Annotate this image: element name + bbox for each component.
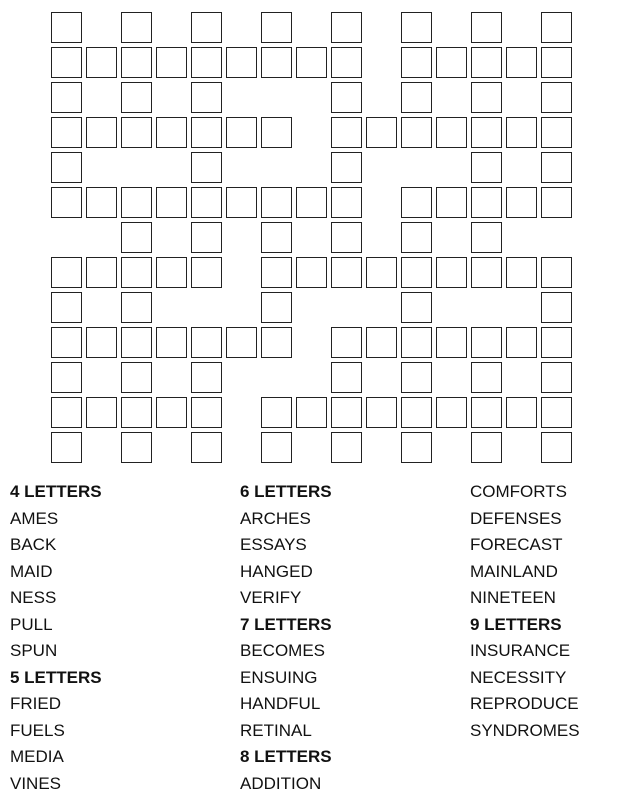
grid-cell[interactable] xyxy=(401,362,432,393)
grid-cell[interactable] xyxy=(331,327,362,358)
grid-cell[interactable] xyxy=(541,152,572,183)
grid-cell[interactable] xyxy=(541,292,572,323)
grid-cell[interactable] xyxy=(261,292,292,323)
word-entry: BACK xyxy=(10,535,57,554)
grid-cell[interactable] xyxy=(436,47,467,78)
grid-cell[interactable] xyxy=(541,327,572,358)
grid-cell[interactable] xyxy=(436,187,467,218)
word-entry: HANGED xyxy=(240,561,313,581)
grid-cell[interactable] xyxy=(86,397,117,428)
word-entry: SYNDROMES xyxy=(470,720,580,740)
grid-cell[interactable] xyxy=(51,257,82,288)
word-entry: NESS xyxy=(10,588,57,607)
word-entry: HANDFUL xyxy=(240,694,321,713)
grid-cell[interactable] xyxy=(261,397,292,428)
grid-cell[interactable] xyxy=(471,397,502,428)
grid-cell[interactable] xyxy=(296,257,327,288)
grid-cell[interactable] xyxy=(121,257,152,288)
grid-cell[interactable] xyxy=(156,117,187,148)
word-entry: NINETEEN xyxy=(470,588,556,607)
grid-cell[interactable] xyxy=(51,117,82,148)
grid-cell[interactable] xyxy=(261,12,292,43)
word-list-column xyxy=(10,479,200,797)
grid-cell[interactable] xyxy=(121,47,152,78)
word-list-column xyxy=(240,479,430,797)
grid-cell[interactable] xyxy=(51,397,82,428)
word-entry: RETINAL xyxy=(240,720,312,740)
grid-cell[interactable] xyxy=(471,362,502,393)
grid-cell[interactable] xyxy=(541,432,572,463)
grid-cell[interactable] xyxy=(261,432,292,463)
word-entry: ESSAYS xyxy=(240,535,307,554)
grid-cell[interactable] xyxy=(226,187,257,218)
word-entry: SPUN xyxy=(10,641,58,660)
grid-cell[interactable] xyxy=(261,222,292,253)
grid-cell[interactable] xyxy=(261,117,292,148)
grid-cell[interactable] xyxy=(331,117,362,148)
grid-cell[interactable] xyxy=(156,327,187,358)
word-entry: ADDITION xyxy=(240,773,322,793)
grid-cell[interactable] xyxy=(86,257,117,288)
grid-cell[interactable] xyxy=(331,12,362,43)
grid-cell[interactable] xyxy=(401,327,432,358)
word-entry: MAID xyxy=(10,561,53,581)
grid-cell[interactable] xyxy=(86,187,117,218)
grid-cell[interactable] xyxy=(191,327,222,358)
grid-cell[interactable] xyxy=(401,397,432,428)
word-entry: AMES xyxy=(10,508,59,528)
grid-cell[interactable] xyxy=(506,397,537,428)
grid-cell[interactable] xyxy=(401,47,432,78)
word-entry: MEDIA xyxy=(10,747,64,766)
grid-cell[interactable] xyxy=(331,82,362,113)
grid-cell[interactable] xyxy=(471,187,502,218)
grid-cell[interactable] xyxy=(541,257,572,288)
grid-cell[interactable] xyxy=(156,397,187,428)
grid-cell[interactable] xyxy=(331,47,362,78)
grid-cell[interactable] xyxy=(226,117,257,148)
grid-cell[interactable] xyxy=(226,327,257,358)
grid-cell[interactable] xyxy=(191,257,222,288)
grid-cell[interactable] xyxy=(401,257,432,288)
grid-cell[interactable] xyxy=(541,82,572,113)
grid-cell[interactable] xyxy=(191,397,222,428)
grid-cell[interactable] xyxy=(51,432,82,463)
grid-cell[interactable] xyxy=(366,327,397,358)
grid-cell[interactable] xyxy=(86,327,117,358)
grid-cell[interactable] xyxy=(121,362,152,393)
grid-cell[interactable] xyxy=(471,432,502,463)
grid-cell[interactable] xyxy=(541,187,572,218)
grid-cell[interactable] xyxy=(436,397,467,428)
grid-cell[interactable] xyxy=(401,82,432,113)
grid-cell[interactable] xyxy=(401,117,432,148)
grid-cell[interactable] xyxy=(331,257,362,288)
grid-cell[interactable] xyxy=(51,292,82,323)
word-length-heading: 5 LETTERS xyxy=(10,667,102,687)
grid-cell[interactable] xyxy=(506,327,537,358)
grid-cell[interactable] xyxy=(541,47,572,78)
grid-cell[interactable] xyxy=(401,12,432,43)
word-entry: NECESSITY xyxy=(470,667,567,687)
grid-cell[interactable] xyxy=(261,47,292,78)
grid-cell[interactable] xyxy=(191,222,222,253)
word-entry: INSURANCE xyxy=(470,641,571,660)
grid-cell[interactable] xyxy=(121,117,152,148)
grid-cell[interactable] xyxy=(506,187,537,218)
grid-cell[interactable] xyxy=(51,152,82,183)
grid-cell[interactable] xyxy=(471,222,502,253)
grid-cell[interactable] xyxy=(331,187,362,218)
grid-cell[interactable] xyxy=(121,327,152,358)
grid-cell[interactable] xyxy=(401,292,432,323)
word-length-heading: 9 LETTERS xyxy=(470,614,562,634)
word-entry: COMFORTS xyxy=(470,482,567,501)
grid-cell[interactable] xyxy=(191,362,222,393)
grid-cell[interactable] xyxy=(471,47,502,78)
grid-cell[interactable] xyxy=(226,47,257,78)
grid-cell[interactable] xyxy=(191,47,222,78)
grid-cell[interactable] xyxy=(51,82,82,113)
grid-cell[interactable] xyxy=(436,257,467,288)
grid-cell[interactable] xyxy=(156,47,187,78)
grid-cell[interactable] xyxy=(156,257,187,288)
grid-cell[interactable] xyxy=(541,362,572,393)
grid-cell[interactable] xyxy=(366,117,397,148)
grid-cell[interactable] xyxy=(401,432,432,463)
grid-cell[interactable] xyxy=(121,222,152,253)
grid-cell[interactable] xyxy=(436,117,467,148)
grid-cell[interactable] xyxy=(86,117,117,148)
word-entry: FUELS xyxy=(10,720,65,740)
grid-cell[interactable] xyxy=(506,257,537,288)
grid-cell[interactable] xyxy=(191,152,222,183)
word-entry: DEFENSES xyxy=(470,508,562,528)
word-entry: PULL xyxy=(10,614,53,634)
grid-cell[interactable] xyxy=(331,397,362,428)
grid-cell[interactable] xyxy=(51,12,82,43)
grid-cell[interactable] xyxy=(506,117,537,148)
grid-cell[interactable] xyxy=(331,222,362,253)
word-length-heading: 6 LETTERS xyxy=(240,482,332,501)
word-length-heading: 4 LETTERS xyxy=(10,482,102,501)
grid-cell[interactable] xyxy=(296,397,327,428)
word-entry: ARCHES xyxy=(240,508,311,528)
grid-cell[interactable] xyxy=(121,432,152,463)
grid-cell[interactable] xyxy=(191,432,222,463)
grid-cell[interactable] xyxy=(191,187,222,218)
word-length-heading: 7 LETTERS xyxy=(240,614,332,634)
grid-cell[interactable] xyxy=(51,47,82,78)
grid-cell[interactable] xyxy=(296,187,327,218)
grid-cell[interactable] xyxy=(121,82,152,113)
grid-cell[interactable] xyxy=(471,152,502,183)
grid-cell[interactable] xyxy=(261,187,292,218)
grid-cell[interactable] xyxy=(471,117,502,148)
grid-cell[interactable] xyxy=(331,362,362,393)
grid-cell[interactable] xyxy=(191,117,222,148)
grid-cell[interactable] xyxy=(366,397,397,428)
grid-cell[interactable] xyxy=(121,397,152,428)
grid-cell[interactable] xyxy=(51,187,82,218)
grid-cell[interactable] xyxy=(331,432,362,463)
grid-cell[interactable] xyxy=(51,362,82,393)
word-entry: FRIED xyxy=(10,694,61,713)
grid-cell[interactable] xyxy=(471,12,502,43)
grid-cell[interactable] xyxy=(331,152,362,183)
word-entry: REPRODUCE xyxy=(470,694,579,713)
word-entry: ENSUING xyxy=(240,667,318,687)
grid-cell[interactable] xyxy=(121,12,152,43)
grid-cell[interactable] xyxy=(121,187,152,218)
grid-cell[interactable] xyxy=(401,222,432,253)
word-entry: VINES xyxy=(10,773,62,793)
grid-cell[interactable] xyxy=(191,82,222,113)
grid-cell[interactable] xyxy=(121,292,152,323)
grid-cell[interactable] xyxy=(541,397,572,428)
grid-cell[interactable] xyxy=(471,257,502,288)
word-entry: VERIFY xyxy=(240,588,302,607)
grid-cell[interactable] xyxy=(261,327,292,358)
grid-cell[interactable] xyxy=(261,257,292,288)
grid-cell[interactable] xyxy=(51,327,82,358)
word-length-heading: 8 LETTERS xyxy=(240,747,332,766)
grid-cell[interactable] xyxy=(86,47,117,78)
grid-cell[interactable] xyxy=(366,257,397,288)
grid-cell[interactable] xyxy=(156,187,187,218)
grid-cell[interactable] xyxy=(541,117,572,148)
grid-cell[interactable] xyxy=(436,327,467,358)
grid-cell[interactable] xyxy=(541,12,572,43)
grid-cell[interactable] xyxy=(471,327,502,358)
word-list-column xyxy=(470,479,622,744)
grid-cell[interactable] xyxy=(191,12,222,43)
grid-cell[interactable] xyxy=(506,47,537,78)
word-entry: FORECAST xyxy=(470,535,563,554)
word-entry: MAINLAND xyxy=(470,561,558,581)
word-entry: BECOMES xyxy=(240,641,326,660)
grid-cell[interactable] xyxy=(296,47,327,78)
grid-cell[interactable] xyxy=(401,187,432,218)
grid-cell[interactable] xyxy=(471,82,502,113)
